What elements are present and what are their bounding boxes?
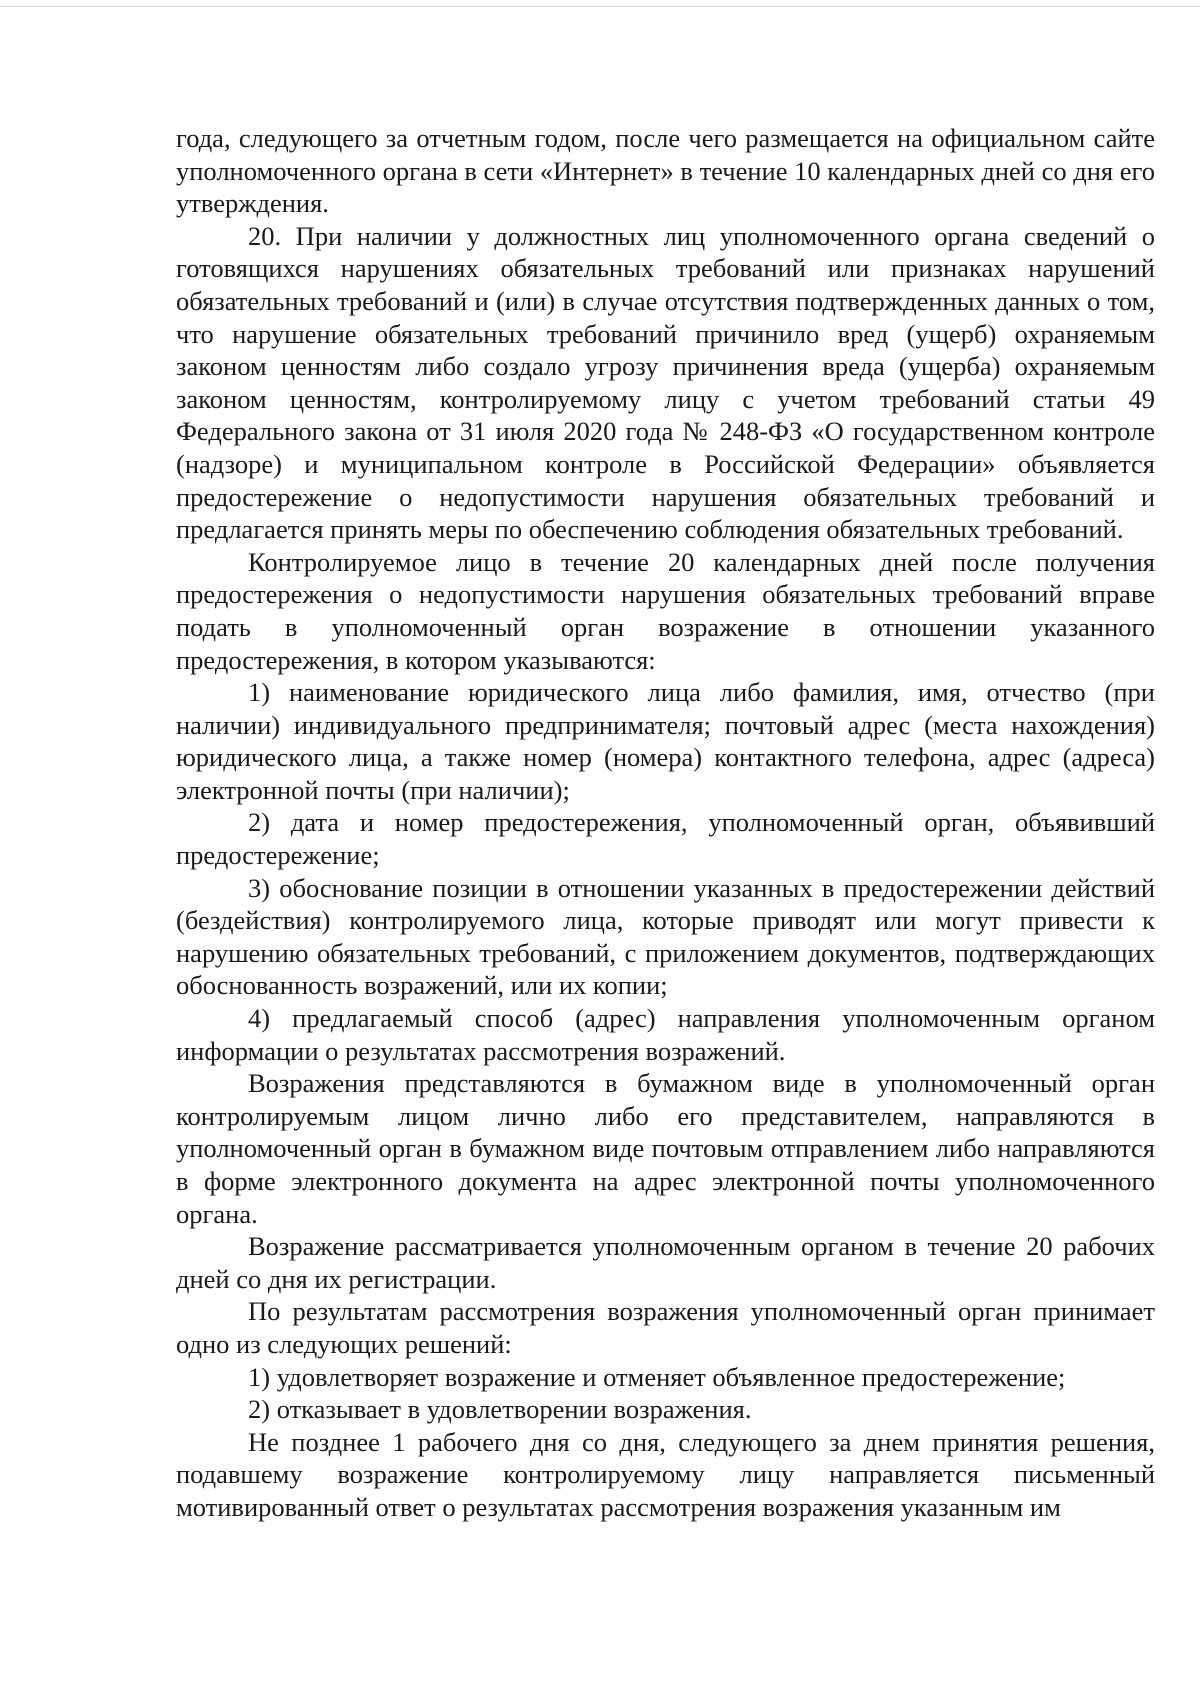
list-item-2: 2) дата и номер предостережения, уполномоченный орган, объявивший предостережение;	[176, 807, 1155, 871]
paragraph-objection-review: Возражение рассматривается уполномоченным органом в течение 20 рабочих дней со дня их регистрации.	[176, 1231, 1155, 1294]
paragraph-objection-right: Контролируемое лицо в течение 20 календарных дней после получения предостережения о недопустимости нарушения обязательных требований вправе подать в уполномоченный орган возражение в отношении указанного предостережения, в котором указываются:	[176, 546, 1155, 675]
decision-item-2: 2) отказывает в удовлетворении возражения.	[248, 1394, 752, 1425]
decision-item-1: 1) удовлетворяет возражение и отменяет объявленное предостережение;	[248, 1361, 1066, 1392]
paragraph-item-20: 20. При наличии у должностных лиц уполномоченного органа сведений о готовящихся нарушениях обязательных требований или признаках нарушений обязательных требований и (или) в случае отсутствия подтвержденных данных о том, что нарушение обязательных требований причинило вред (ущерб) охраняемым законом ценностям либо создало угрозу причинения вреда (ущерба) охраняемым законом ценностям, контролируемому лицу с учетом требований статьи 49 Федерального закона от 31 июля 2020 года № 248-ФЗ «О государственном контроле (надзоре) и муниципальном контроле в Российской Федерации» объявляется предостережение о недопустимости нарушения обязательных требований и предлагается принять меры по обеспечению соблюдения обязательных требований.	[176, 220, 1155, 545]
list-item-3: 3) обоснование позиции в отношении указанных в предостережении действий (бездействия) контролируемого лица, которые приводят или могут привести к нарушению обязательных требований, с приложением документов, подтверждающих обоснованность возражений, или их копии;	[176, 872, 1155, 1001]
scan-edge-line	[0, 6, 1200, 7]
list-item-1: 1) наименование юридического лица либо фамилия, имя, отчество (при наличии) индивидуального предпринимателя; почтовый адрес (места нахождения) юридического лица, а также номер (номера) контактного телефона, адрес (адреса) электронной почты (при наличии);	[176, 677, 1155, 805]
list-item-4: 4) предлагаемый способ (адрес) направления уполномоченным органом информации о результатах рассмотрения возражений.	[176, 1003, 1155, 1066]
document-body	[176, 122, 1155, 1524]
paragraph-continuation: года, следующего за отчетным годом, после чего размещается на официальном сайте уполномоченного органа в сети «Интернет» в течение 10 календарных дней со дня его утверждения.	[176, 123, 1155, 219]
paragraph-response-deadline: Не позднее 1 рабочего дня со дня, следующего за днем принятия решения, подавшему возражение контролируемому лицу направляется письменный мотивированный ответ о результатах рассмотрения возражения указанным им	[176, 1426, 1155, 1522]
paragraph-decisions-intro: По результатам рассмотрения возражения уполномоченный орган принимает одно из следующих решений:	[176, 1296, 1155, 1359]
paragraph-objection-submission: Возражения представляются в бумажном виде в уполномоченный орган контролируемым лицом лично либо его представителем, направляются в уполномоченный орган в бумажном виде почтовым отправлением либо направляются в форме электронного документа на адрес электронной почты уполномоченного органа.	[176, 1068, 1155, 1229]
